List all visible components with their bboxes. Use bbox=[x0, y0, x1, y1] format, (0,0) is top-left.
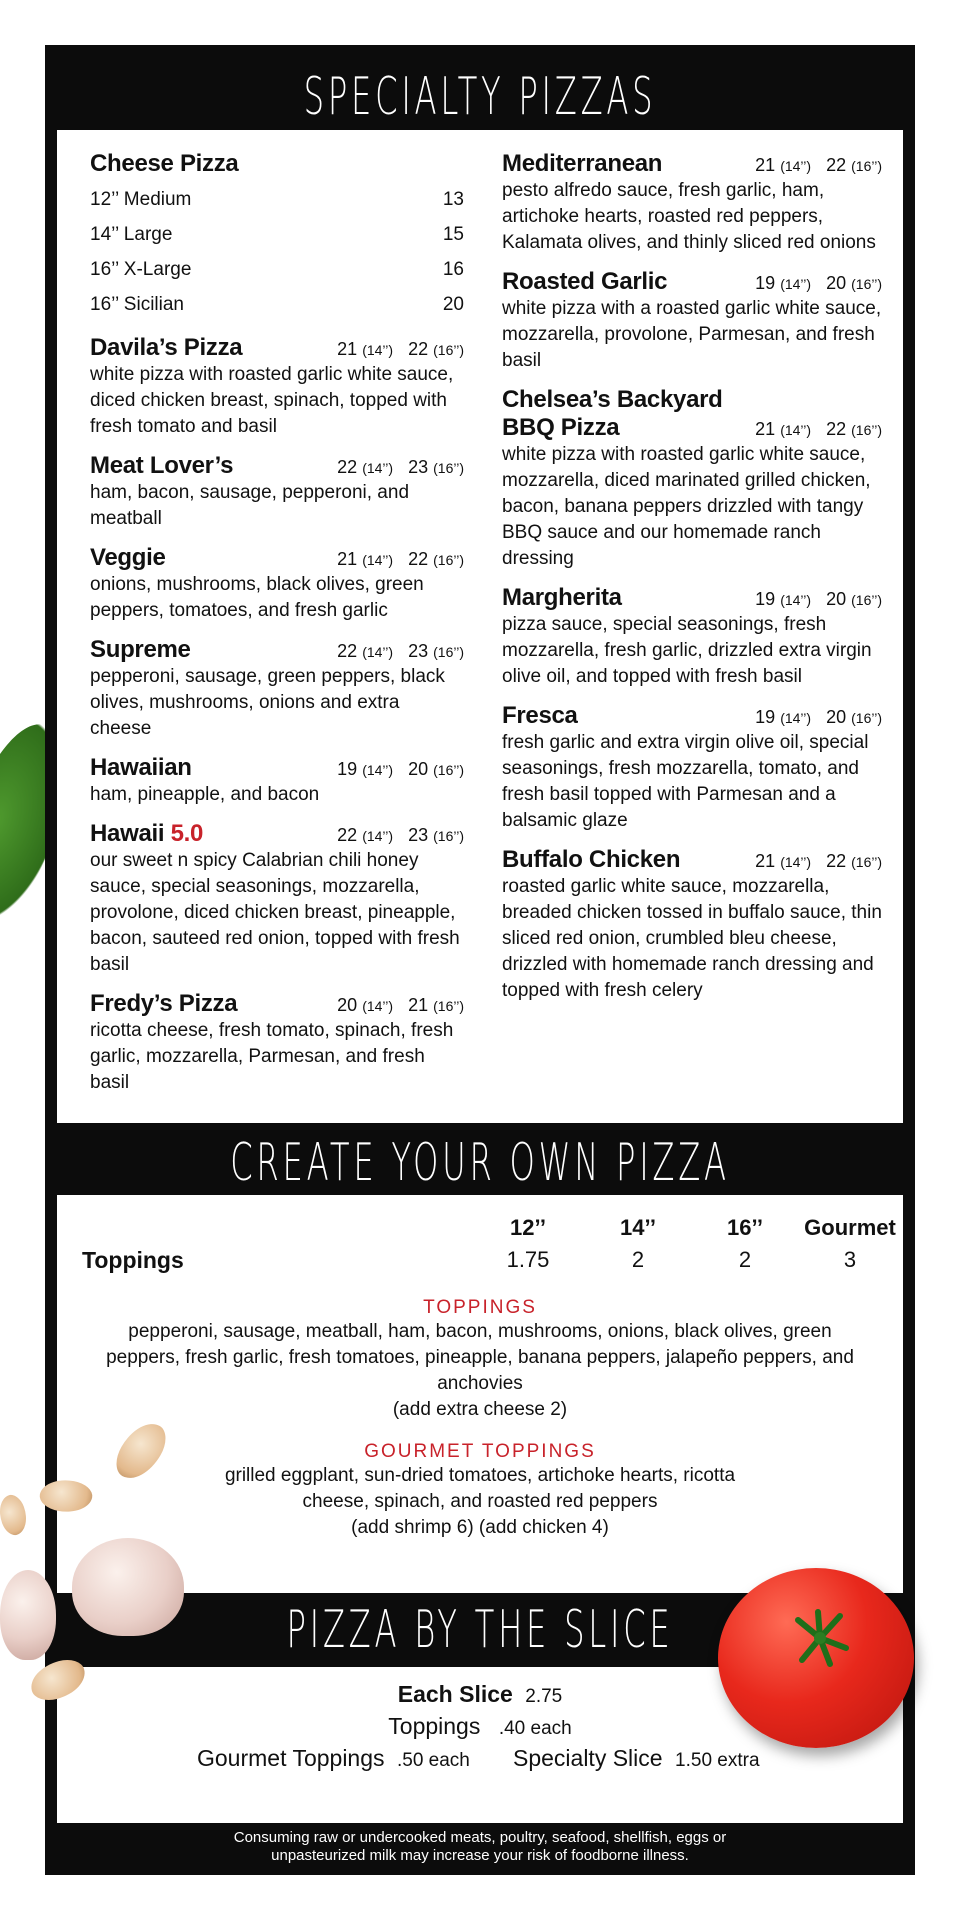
size-14-label: (14’’) bbox=[780, 158, 812, 174]
price-gourmet: 3 bbox=[843, 1247, 857, 1272]
size-label: 14’’ Large bbox=[90, 224, 173, 245]
price-14: 2 bbox=[631, 1247, 645, 1272]
menu-item bbox=[90, 544, 464, 624]
item-name bbox=[90, 452, 233, 480]
item-name-text: BBQ Pizza bbox=[502, 414, 620, 441]
item-header bbox=[90, 636, 464, 664]
item-name-text: Roasted Garlic bbox=[502, 268, 668, 295]
item-description: white pizza with roasted garlic white sauce, diced chicken breast, spinach, topped with fresh tomato and basil bbox=[90, 364, 454, 437]
item-header bbox=[90, 452, 464, 480]
item-name-text: Hawaiian bbox=[90, 754, 192, 781]
item-header bbox=[90, 334, 464, 362]
warning-line-1: Consuming raw or undercooked meats, poultry, seafood, shellfish, eggs or bbox=[233, 1829, 727, 1846]
col-header-gourmet: Gourmet bbox=[804, 1215, 896, 1240]
price-16: 20 bbox=[826, 707, 847, 727]
size-14-label: (14’’) bbox=[780, 276, 812, 292]
price-16: 22 bbox=[826, 419, 847, 439]
specialty-slice-row bbox=[513, 1745, 760, 1772]
each-slice-label: Each Slice bbox=[397, 1681, 513, 1707]
size-label: 16’’ X-Large bbox=[90, 259, 192, 280]
item-name bbox=[90, 990, 237, 1018]
size-14-label: (14’’) bbox=[362, 828, 394, 844]
item-name bbox=[502, 414, 619, 442]
item-header bbox=[502, 584, 882, 612]
item-header bbox=[90, 754, 464, 782]
item-name bbox=[90, 334, 242, 362]
item-name bbox=[502, 584, 622, 612]
menu-item bbox=[90, 754, 464, 808]
slice-toppings-label: Toppings bbox=[388, 1713, 481, 1739]
slice-gourmet-price: .50 each bbox=[396, 1750, 470, 1771]
garlic-bulb-decoration bbox=[72, 1538, 184, 1636]
item-prices bbox=[755, 707, 882, 728]
size-14-label: (14’’) bbox=[780, 422, 812, 438]
size-16-label: (16’’) bbox=[851, 422, 882, 438]
menu-item bbox=[90, 452, 464, 532]
item-prices bbox=[755, 273, 882, 294]
price-14: 21 bbox=[755, 155, 776, 175]
price-14: 21 bbox=[337, 549, 358, 569]
price-16: 22 bbox=[408, 549, 429, 569]
size-14-label: (14’’) bbox=[362, 644, 394, 660]
size-price: 16 bbox=[442, 259, 464, 280]
price-14: 19 bbox=[755, 707, 776, 727]
item-name bbox=[502, 702, 578, 730]
item-prices bbox=[755, 851, 882, 872]
item-prices bbox=[337, 759, 464, 780]
price-16: 2 bbox=[738, 1247, 752, 1272]
specialty-slice-price: 1.50 extra bbox=[675, 1750, 760, 1771]
item-name-text: Veggie bbox=[90, 544, 166, 571]
specialty-right-column bbox=[502, 150, 882, 1016]
price-14: 22 bbox=[337, 457, 358, 477]
size-16-label: (16’’) bbox=[433, 828, 464, 844]
col-header-12: 12’’ bbox=[510, 1215, 546, 1240]
price-14: 22 bbox=[337, 641, 358, 661]
price-16: 23 bbox=[408, 825, 429, 845]
menu-item bbox=[502, 846, 882, 1004]
gourmet-extra-note: (add shrimp 6) (add chicken 4) bbox=[351, 1517, 609, 1538]
size-label: 16’’ Sicilian bbox=[90, 294, 184, 315]
item-header bbox=[90, 990, 464, 1018]
menu-item bbox=[502, 386, 882, 572]
item-description: pizza sauce, special seasonings, fresh mozzarella, fresh garlic, drizzled extra virgin olive oil, and topped with fresh basil bbox=[502, 614, 872, 687]
item-header bbox=[502, 414, 882, 442]
item-header bbox=[502, 846, 882, 874]
col-header-16: 16’’ bbox=[727, 1215, 763, 1240]
price-16: 20 bbox=[826, 589, 847, 609]
item-name bbox=[90, 636, 191, 664]
price-16: 22 bbox=[826, 155, 847, 175]
size-row bbox=[90, 252, 464, 287]
size-14-label: (14’’) bbox=[362, 762, 394, 778]
price-14: 21 bbox=[755, 419, 776, 439]
item-prices bbox=[755, 589, 882, 610]
price-16: 20 bbox=[408, 759, 429, 779]
menu-item bbox=[502, 702, 882, 834]
extra-cheese-note: (add extra cheese 2) bbox=[392, 1399, 568, 1420]
item-name-line1: Chelsea’s Backyard bbox=[502, 386, 723, 413]
menu-item bbox=[502, 584, 882, 690]
size-price: 13 bbox=[442, 189, 464, 210]
size-16-label: (16’’) bbox=[851, 592, 882, 608]
price-12: 1.75 bbox=[506, 1247, 550, 1272]
toppings-heading: TOPPINGS bbox=[423, 1297, 537, 1318]
item-prices bbox=[337, 457, 464, 478]
size-row bbox=[90, 182, 464, 217]
size-16-label: (16’’) bbox=[851, 854, 882, 870]
item-header bbox=[502, 150, 882, 178]
size-16-label: (16’’) bbox=[433, 552, 464, 568]
item-description: white pizza with a roasted garlic white sauce, mozzarella, provolone, Parmesan, and fresh basil bbox=[502, 298, 882, 371]
gourmet-list: grilled eggplant, sun-dried tomatoes, artichoke hearts, ricotta cheese, spinach, and roasted red peppers bbox=[224, 1465, 736, 1512]
size-16-label: (16’’) bbox=[433, 644, 464, 660]
item-name-text: Margherita bbox=[502, 584, 622, 611]
menu-item bbox=[90, 334, 464, 440]
item-name-text: Supreme bbox=[90, 636, 191, 663]
menu-item bbox=[502, 150, 882, 256]
item-description: pepperoni, sausage, green peppers, black olives, mushrooms, onions and extra cheese bbox=[90, 666, 445, 739]
item-name bbox=[502, 268, 667, 296]
item-name-text: Mediterranean bbox=[502, 150, 663, 177]
item-prices bbox=[337, 339, 464, 360]
tomato-stem-icon bbox=[790, 1608, 850, 1668]
item-name-text: Davila’s Pizza bbox=[90, 334, 243, 361]
item-name: Cheese Pizza bbox=[90, 150, 239, 177]
cheese-pizza-block bbox=[90, 150, 464, 322]
price-14: 22 bbox=[337, 825, 358, 845]
toppings-block bbox=[97, 1287, 863, 1541]
item-name bbox=[502, 150, 662, 178]
gourmet-heading: GOURMET TOPPINGS bbox=[364, 1441, 596, 1462]
menu-item bbox=[90, 820, 464, 978]
price-16: 23 bbox=[408, 641, 429, 661]
menu-item bbox=[90, 636, 464, 742]
size-14-label: (14’’) bbox=[362, 998, 394, 1014]
price-16: 21 bbox=[408, 995, 429, 1015]
item-description: roasted garlic white sauce, mozzarella, breaded chicken tossed in buffalo sauce, thin sliced red onion, crumbled bleu cheese, drizzled with homemade ranch dressing and topped with fresh celery bbox=[502, 876, 882, 1001]
item-name bbox=[502, 846, 680, 874]
price-16: 22 bbox=[826, 851, 847, 871]
garlic-clove-decoration bbox=[0, 1492, 32, 1538]
size-14-label: (14’’) bbox=[362, 552, 394, 568]
size-row bbox=[90, 287, 464, 322]
menu-item bbox=[90, 990, 464, 1096]
size-16-label: (16’’) bbox=[851, 158, 882, 174]
item-name bbox=[90, 544, 166, 572]
item-header bbox=[502, 702, 882, 730]
item-prices bbox=[337, 549, 464, 570]
size-label: 12’’ Medium bbox=[90, 189, 192, 210]
toppings-list: pepperoni, sausage, meatball, ham, bacon, mushrooms, onions, black olives, green peppers, fresh garlic, fresh tomatoes, pineapple, banana peppers, jalapeño peppers, and anchovies bbox=[106, 1321, 854, 1394]
item-header bbox=[502, 268, 882, 296]
item-header bbox=[90, 544, 464, 572]
size-14-label: (14’’) bbox=[780, 592, 812, 608]
size-16-label: (16’’) bbox=[851, 710, 882, 726]
item-description: pesto alfredo sauce, fresh garlic, ham, artichoke hearts, roasted red peppers, Kalamata olives, and thinly sliced red onions bbox=[502, 180, 876, 253]
price-14: 21 bbox=[755, 851, 776, 871]
item-description: ham, bacon, sausage, pepperoni, and meatball bbox=[90, 482, 410, 529]
garlic-bulb-decoration bbox=[0, 1570, 56, 1660]
item-description: white pizza with roasted garlic white sauce, mozzarella, diced marinated grilled chicken, bacon, banana peppers drizzled with tangy BBQ sauce and our homemade ranch dressing bbox=[502, 444, 871, 569]
size-16-label: (16’’) bbox=[433, 460, 464, 476]
size-14-label: (14’’) bbox=[780, 854, 812, 870]
price-16: 23 bbox=[408, 457, 429, 477]
size-price: 15 bbox=[442, 224, 464, 245]
size-16-label: (16’’) bbox=[851, 276, 882, 292]
specialty-left-column bbox=[90, 150, 464, 1108]
price-16: 22 bbox=[408, 339, 429, 359]
item-name-text: Fresca bbox=[502, 702, 578, 729]
price-14: 20 bbox=[337, 995, 358, 1015]
specialty-title: SPECIALTY PIZZAS bbox=[303, 67, 657, 127]
price-14: 21 bbox=[337, 339, 358, 359]
item-name-text: Fredy’s Pizza bbox=[90, 990, 238, 1017]
warning-line-2: unpasteurized milk may increase your risk of foodborne illness. bbox=[271, 1847, 689, 1864]
item-description: fresh garlic and extra virgin olive oil, special seasonings, fresh mozzarella, tomato, and fresh basil topped with Parmesan and a balsamic glaze bbox=[502, 732, 869, 831]
item-prices bbox=[755, 155, 882, 176]
create-title: CREATE YOUR OWN PIZZA bbox=[230, 1133, 730, 1193]
size-price: 20 bbox=[442, 294, 464, 315]
col-header-14: 14’’ bbox=[620, 1215, 656, 1240]
each-slice-price: 2.75 bbox=[525, 1686, 563, 1707]
size-14-label: (14’’) bbox=[362, 460, 394, 476]
item-name-text: Hawaii bbox=[90, 820, 165, 847]
item-prices bbox=[755, 419, 882, 440]
price-14: 19 bbox=[337, 759, 358, 779]
item-name-highlight: 5.0 bbox=[170, 820, 204, 847]
specialty-slice-label: Specialty Slice bbox=[513, 1745, 663, 1771]
slice-gourmet-label: Gourmet Toppings bbox=[197, 1745, 385, 1771]
item-description: ham, pineapple, and bacon bbox=[90, 784, 320, 805]
size-16-label: (16’’) bbox=[433, 998, 464, 1014]
item-name bbox=[90, 754, 192, 782]
specialty-panel bbox=[57, 130, 903, 1123]
item-prices bbox=[337, 641, 464, 662]
price-14: 19 bbox=[755, 273, 776, 293]
size-16-label: (16’’) bbox=[433, 342, 464, 358]
price-16: 20 bbox=[826, 273, 847, 293]
item-description: our sweet n spicy Calabrian chili honey sauce, special seasonings, mozzarella, provolone, diced chicken breast, pineapple, bacon, sauteed red onion, topped with fresh basil bbox=[90, 850, 460, 975]
item-header bbox=[90, 820, 464, 848]
toppings-row-label: Toppings bbox=[82, 1247, 184, 1273]
tomato-decoration bbox=[718, 1568, 914, 1748]
size-row bbox=[90, 217, 464, 252]
item-description: ricotta cheese, fresh tomato, spinach, fresh garlic, mozzarella, Parmesan, and fresh basil bbox=[90, 1020, 454, 1093]
foodborne-warning bbox=[45, 1829, 915, 1865]
menu-item bbox=[502, 268, 882, 374]
slice-gourmet-row bbox=[197, 1745, 470, 1772]
item-description: onions, mushrooms, black olives, green peppers, tomatoes, and fresh garlic bbox=[90, 574, 424, 621]
item-name bbox=[90, 820, 203, 848]
item-prices bbox=[337, 825, 464, 846]
item-prices bbox=[337, 995, 464, 1016]
price-14: 19 bbox=[755, 589, 776, 609]
size-14-label: (14’’) bbox=[780, 710, 812, 726]
slice-title: PIZZA BY THE SLICE bbox=[286, 1600, 674, 1660]
size-14-label: (14’’) bbox=[362, 342, 394, 358]
item-name-text: Buffalo Chicken bbox=[502, 846, 681, 873]
slice-toppings-price: .40 each bbox=[498, 1718, 572, 1739]
item-name-text: Meat Lover’s bbox=[90, 452, 234, 479]
size-16-label: (16’’) bbox=[433, 762, 464, 778]
create-panel bbox=[57, 1195, 903, 1593]
